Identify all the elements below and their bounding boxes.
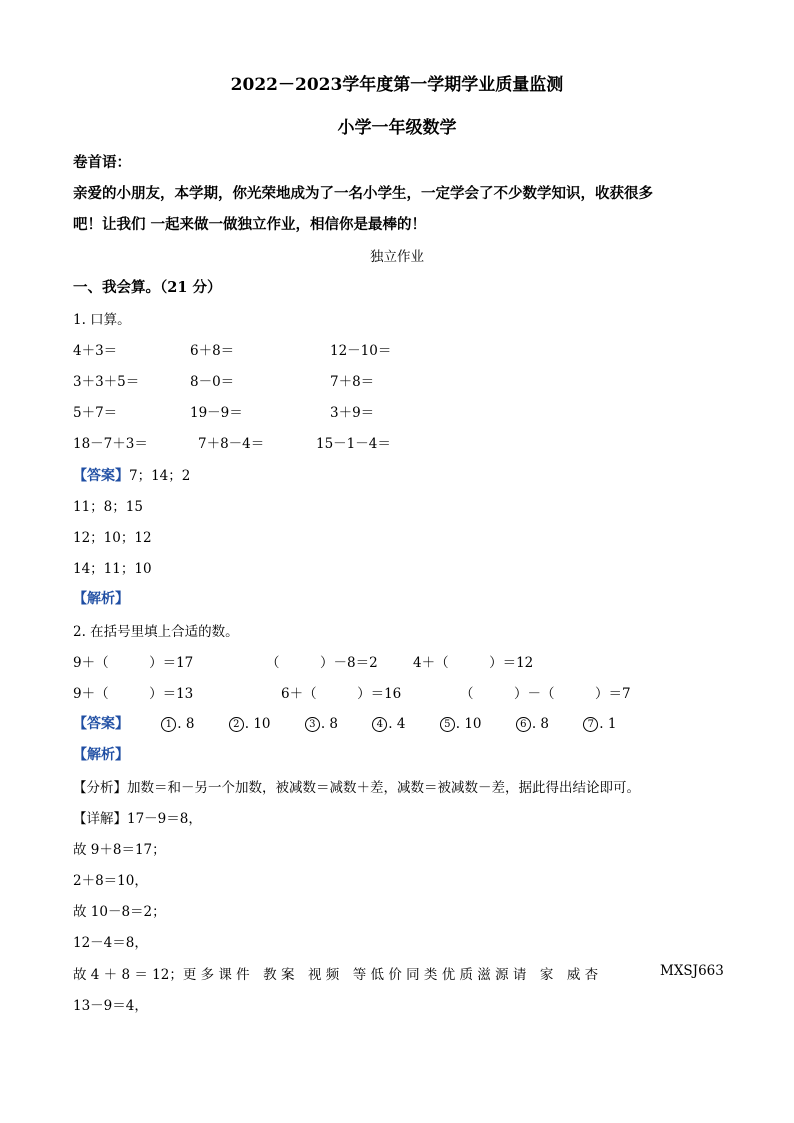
answer-item — [372, 716, 405, 732]
q2-fenxi-line — [73, 776, 640, 796]
q1-answer-line: 12；10；12 — [73, 530, 152, 546]
q2-problem: （ ）－（ ）＝7 — [460, 686, 631, 702]
center-heading: 独立作业 — [370, 249, 424, 265]
answer-item — [516, 716, 549, 732]
q1-problem: 19－9＝ — [190, 405, 243, 421]
q1-answer-value: 7；14；2 — [129, 468, 191, 484]
answer-tag: 【答案】 — [73, 468, 129, 484]
q1-problem: 12－10＝ — [330, 343, 392, 359]
answer-value: . 10 — [244, 716, 271, 732]
ad-code: MXSJ663 — [660, 963, 724, 979]
answer-item — [305, 716, 338, 732]
answer-value: . 8 — [177, 716, 195, 732]
preface-line-1: 亲爱的小朋友，本学期，你光荣地成为了一名小学生，一定学会了不少数学知识，收获很多 — [73, 185, 653, 202]
q1-problem: 3＋3＋5＝ — [73, 374, 140, 390]
q2-problem: 4＋（ ）＝12 — [413, 655, 534, 671]
preface-heading: 卷首语： — [73, 154, 131, 171]
q1-problem: 5＋7＝ — [73, 405, 118, 421]
answer-value: . 8 — [320, 716, 338, 732]
solution-step: 12－4＝8， — [73, 935, 148, 951]
section-1-heading: 一、我会算。（21 分） — [73, 279, 222, 296]
answer-value: . 1 — [599, 716, 617, 732]
answer-item — [229, 716, 271, 732]
q2-xiangjie-line — [73, 807, 202, 827]
circled-number: 3 — [305, 717, 320, 732]
circled-number: 4 — [372, 717, 387, 732]
solution-step: 2＋8＝10， — [73, 873, 148, 889]
q2-problem: （ ）－8＝2 — [266, 655, 378, 671]
xiangjie-tag: 【详解】 — [73, 811, 127, 827]
solution-step: 故 10－8＝2； — [73, 904, 166, 920]
q2-answer-line — [73, 713, 646, 733]
q2-problem: 9＋（ ）＝17 — [73, 655, 194, 671]
q1-problem: 7＋8＝ — [330, 374, 375, 390]
circled-number: 7 — [583, 717, 598, 732]
solution-step: 故 9＋8＝17； — [73, 842, 166, 858]
solution-step-with-ad: 故 4 ＋ 8 ＝ 12；更 多 课 件 教 案 视 频 等 低 价 同 类 优 质 滋 源 请 家 威 杏 — [73, 967, 599, 983]
q1-answer-line — [73, 464, 190, 485]
fenxi-text: 加数＝和－另一个加数，被减数＝减数＋差，减数＝被减数－差，据此得出结论即可。 — [127, 780, 640, 796]
xiangjie-text: 17－9＝8， — [127, 811, 202, 827]
q1-problem: 4＋3＝ — [73, 343, 118, 359]
answer-item — [583, 716, 616, 732]
answer-value: . 4 — [388, 716, 406, 732]
q1-label: 1. 口算。 — [73, 312, 131, 328]
q1-answer-line: 11；8；15 — [73, 499, 143, 515]
answer-item — [440, 716, 482, 732]
answer-tag: 【答案】 — [73, 716, 129, 732]
analysis-tag: 【解析】 — [73, 591, 129, 607]
page-subtitle: 小学一年级数学 — [337, 118, 457, 138]
q1-problem: 15－1－4＝ — [316, 436, 391, 452]
q1-problem: 6＋8＝ — [190, 343, 235, 359]
fenxi-tag: 【分析】 — [73, 780, 127, 796]
q1-answer-line: 14；11；10 — [73, 561, 152, 577]
q1-problem: 18－7＋3＝ — [73, 436, 148, 452]
answer-item — [161, 716, 194, 732]
circled-number: 6 — [516, 717, 531, 732]
q1-problem: 3＋9＝ — [330, 405, 375, 421]
circled-number: 5 — [440, 717, 455, 732]
analysis-tag: 【解析】 — [73, 747, 129, 763]
q1-problem: 8－0＝ — [190, 374, 235, 390]
solution-step: 13－9＝4， — [73, 998, 148, 1014]
q2-label: 2. 在括号里填上合适的数。 — [73, 624, 239, 640]
page-title: 2022－2023学年度第一学期学业质量监测 — [230, 75, 564, 95]
preface-line-2: 吧！让我们 一起来做一做独立作业，相信你是最棒的！ — [73, 216, 427, 233]
circled-number: 2 — [229, 717, 244, 732]
answer-value: . 10 — [455, 716, 482, 732]
q1-problem: 7＋8－4＝ — [198, 436, 265, 452]
q2-problem: 9＋（ ）＝13 — [73, 686, 194, 702]
circled-number: 1 — [161, 717, 176, 732]
q2-problem: 6＋（ ）＝16 — [281, 686, 402, 702]
answer-value: . 8 — [531, 716, 549, 732]
